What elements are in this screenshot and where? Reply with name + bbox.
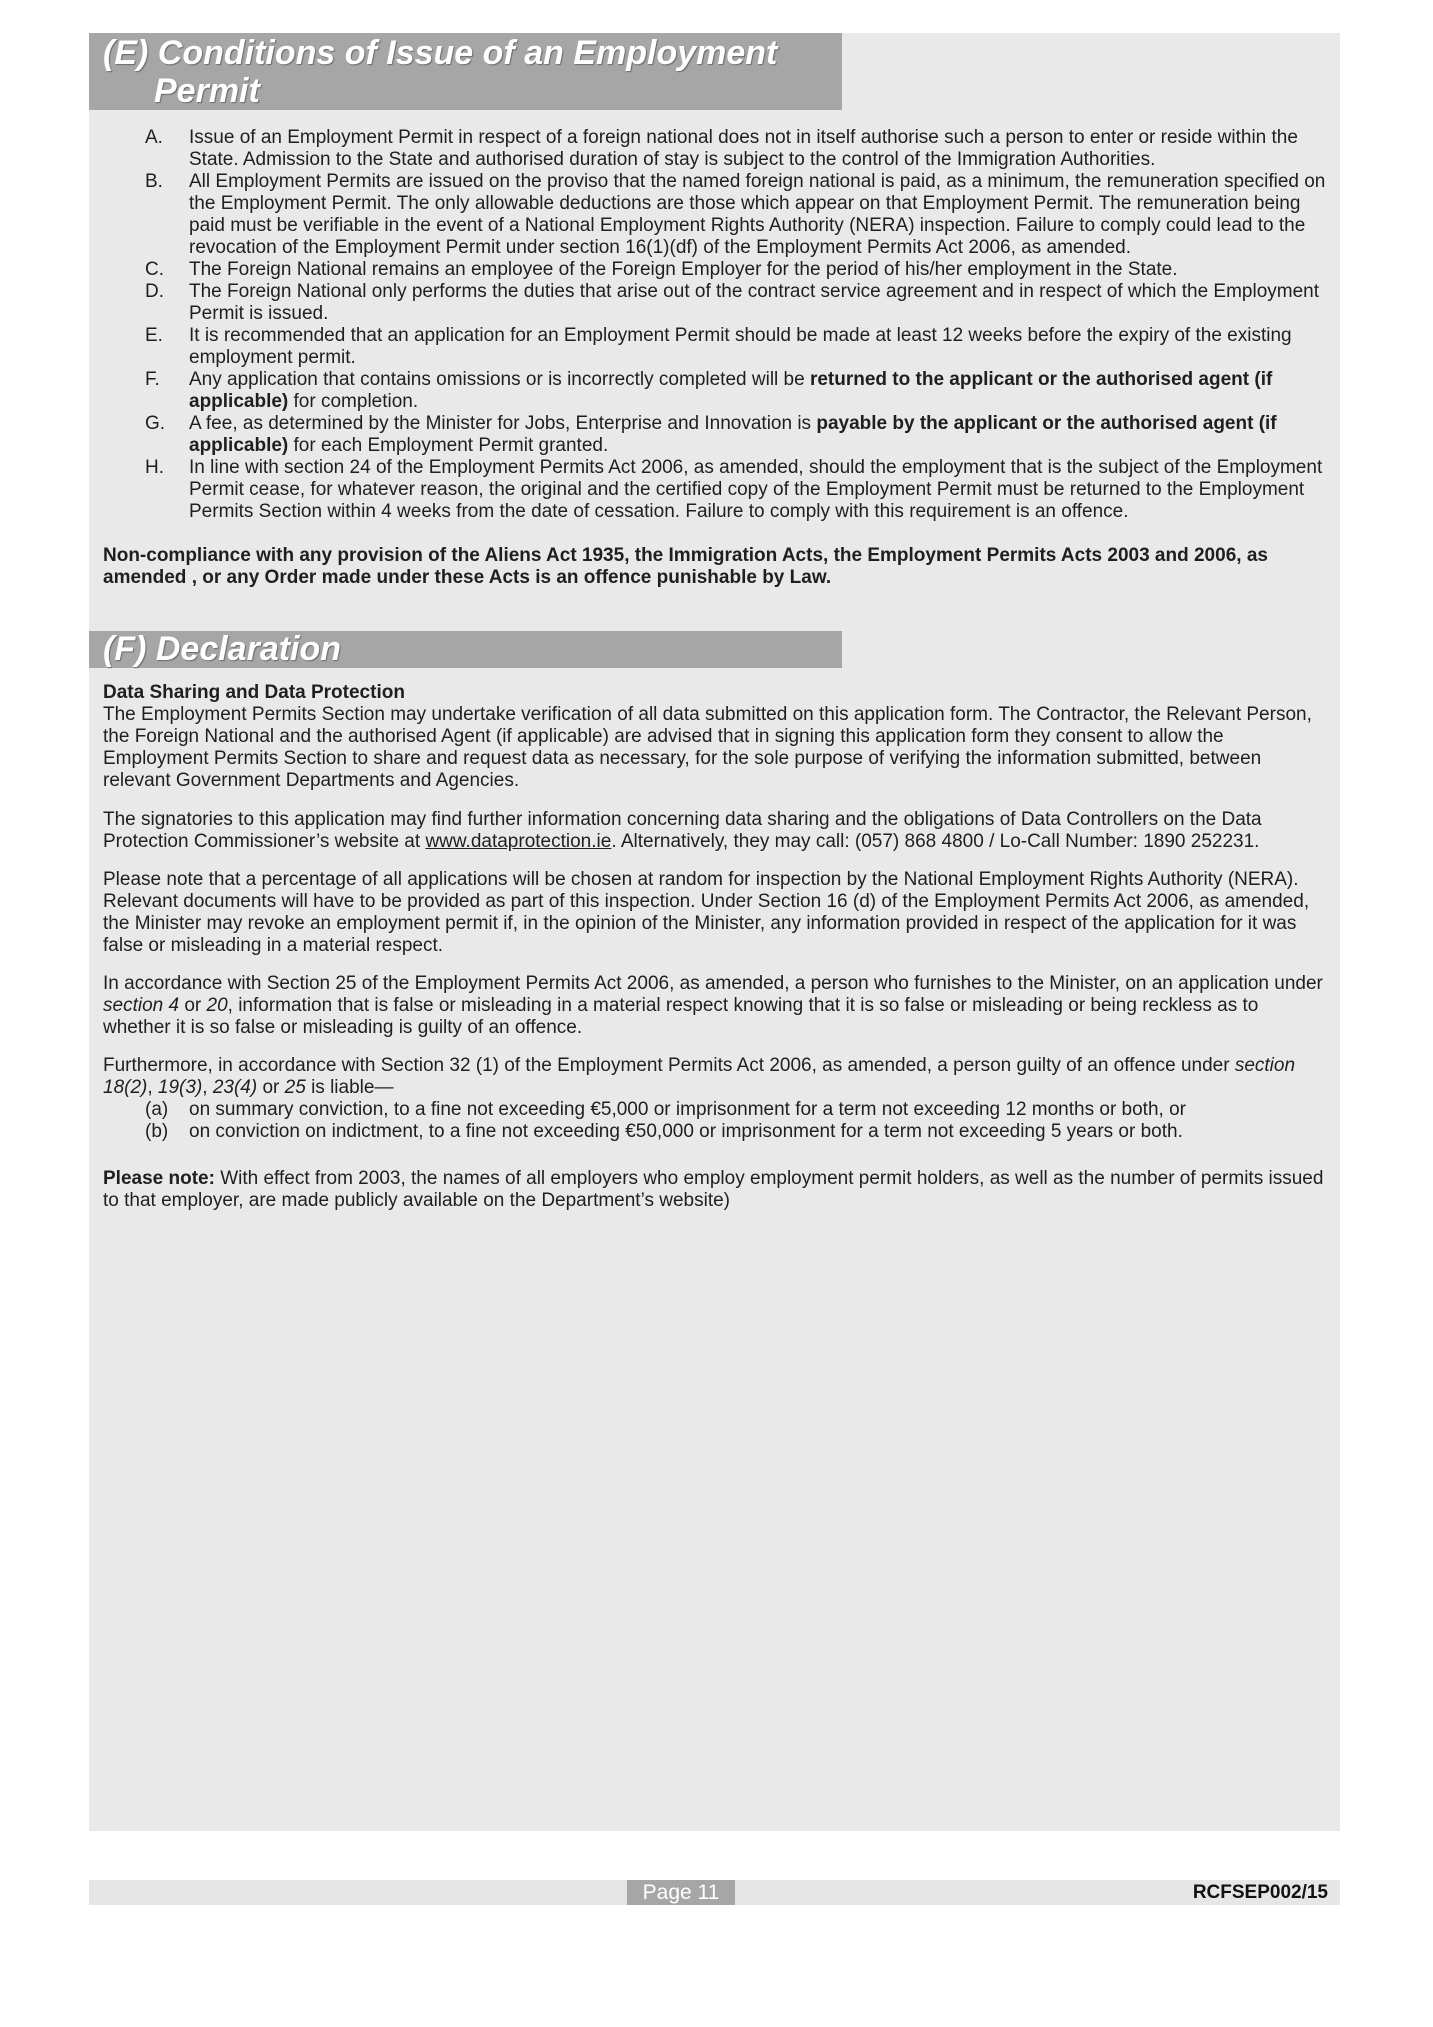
condition-text: The Foreign National remains an employee of the Foreign Employer for the period of his/her employment in the State. [189, 259, 1178, 280]
condition-text: In line with section 24 of the Employment Permits Act 2006, as amended, should the employment that is the subject of the Employment Permit cease, for whatever reason, the original and the certified copy of the Employment Permit must be returned to the Employment Permits Section within 4 weeks from the date of cessation. Failure to comply with this requirement is an offence. [189, 457, 1323, 522]
section-reference: 23(4) [212, 1077, 258, 1098]
paragraph-text: , information that is false or misleading in a material respect knowing that it is so false or misleading or being reckless as to whether it is so false or misleading is guilty of an offence. [103, 995, 1259, 1038]
condition-item-a [89, 127, 1331, 171]
paragraph-text: . Alternatively, they may call: (057) 868 4800 / Lo-Call Number: 1890 252231. [611, 831, 1260, 852]
condition-text-bold: payable by the applicant or the authorised agent (if applicable) [189, 413, 1277, 456]
condition-item-g [89, 413, 1331, 457]
condition-text: Issue of an Employment Permit in respect of a foreign national does not in itself authorise such a person to enter or reside within the State. Admission to the State and authorised duration of stay is subject to the control of the Immigration Authorities. [189, 127, 1298, 170]
section-25-paragraph [103, 973, 1331, 1039]
condition-item-f [89, 369, 1331, 413]
non-compliance-notice: Non-compliance with any provision of the Aliens Act 1935, the Immigration Acts, the Employment Permits Acts 2003 and 2006, as amended , or any Order made under these Acts is an offence punishable by Law. [103, 545, 1268, 588]
penalty-text: on conviction on indictment, to a fine not exceeding €50,000 or imprisonment for a term not exceeding 5 years or both. [189, 1121, 1183, 1142]
condition-text-part: A fee, as determined by the Minister for Jobs, Enterprise and Innovation is [189, 413, 817, 434]
section-reference: 25 [284, 1077, 306, 1098]
penalty-item-b [89, 1121, 1331, 1143]
section-reference: section 18(2) [103, 1055, 1296, 1098]
condition-text-part: for completion. [288, 391, 419, 412]
condition-text: All Employment Permits are issued on the proviso that the named foreign national is paid, as a minimum, the remuneration specified on the Employment Permit. The only allowable deductions are those which appear on that Employment Permit. The remuneration being paid must be verifiable in the event of a National Employment Rights Authority (NERA) inspection. Failure to comply could lead to the revocation of the Employment Permit under section 16(1)(df) of the Employment Permits Act 2006, as amended. [189, 171, 1326, 258]
section-e-title: (E) Conditions of Issue of an Employment Permit [103, 34, 778, 110]
form-page-panel [89, 33, 1340, 1831]
condition-label: F. [145, 369, 160, 390]
condition-label: D. [145, 281, 164, 302]
page-footer [89, 1880, 1340, 1905]
penalty-text: on summary conviction, to a fine not exceeding €5,000 or imprisonment for a term not exceeding 12 months or both, or [189, 1099, 1186, 1120]
penalties-list [89, 1099, 1331, 1143]
page-number: Page 11 [627, 1880, 735, 1905]
condition-text-part: for each Employment Permit granted. [288, 435, 609, 456]
conditions-list [89, 127, 1331, 523]
condition-item-e [89, 325, 1331, 369]
condition-label: B. [145, 171, 163, 192]
data-sharing-paragraph: The Employment Permits Section may undertake verification of all data submitted on this application form. The Contractor, the Relevant Person, the Foreign National and the authorised Agent (if applicable) are advised that in signing this application form they consent to allow the Employment Permits Section to share and request data as necessary, for the sole purpose of verifying the information submitted, between relevant Government Departments and Agencies. [103, 704, 1312, 791]
section-e-header [89, 33, 842, 110]
condition-label: A. [145, 127, 163, 148]
condition-text: The Foreign National only performs the duties that arise out of the contract service agreement and in respect of which the Employment Permit is issued. [189, 281, 1320, 324]
data-protection-heading: Data Sharing and Data Protection [103, 682, 405, 703]
paragraph-text: or [179, 995, 207, 1016]
section-f-header [89, 631, 842, 668]
condition-text-part: Any application that contains omissions or is incorrectly completed will be [189, 369, 810, 390]
condition-item-b [89, 171, 1331, 259]
paragraph-text: , [147, 1077, 158, 1098]
condition-item-h [89, 457, 1331, 523]
penalty-label: (a) [145, 1099, 169, 1120]
condition-label: H. [145, 457, 164, 478]
paragraph-text: is liable— [305, 1077, 394, 1098]
condition-label: G. [145, 413, 166, 434]
data-controllers-paragraph [103, 809, 1331, 853]
paragraph-text: Furthermore, in accordance with Section 32 (1) of the Employment Permits Act 2006, as amended, a person guilty of an offence under [103, 1055, 1235, 1076]
please-note-label: Please note: [103, 1168, 215, 1189]
condition-label: E. [145, 325, 163, 346]
condition-item-d [89, 281, 1331, 325]
condition-label: C. [145, 259, 164, 280]
form-code: RCFSEP002/15 [1192, 1882, 1328, 1903]
paragraph-text: or [257, 1077, 285, 1098]
section-reference: 19(3) [157, 1077, 203, 1098]
condition-text: It is recommended that an application for an Employment Permit should be made at least 12 weeks before the expiry of the existing employment permit. [189, 325, 1292, 368]
paragraph-text: The signatories to this application may find further information concerning data sharing and the obligations of Data Controllers on the Data Protection Commissioner’s website at [103, 809, 1262, 852]
dataprotection-link[interactable]: www.dataprotection.ie [425, 831, 612, 852]
paragraph-text: In accordance with Section 25 of the Employment Permits Act 2006, as amended, a person who furnishes to the Minister, on an application under [103, 973, 1323, 994]
section-f-title: (F) Declaration [103, 630, 342, 668]
condition-item-c [89, 259, 1331, 281]
please-note-text: With effect from 2003, the names of all employers who employ employment permit holders, as well as the number of permits issued to that employer, are made publicly available on the Department’s website) [103, 1168, 1324, 1211]
condition-text [189, 413, 1331, 457]
nera-inspection-paragraph: Please note that a percentage of all applications will be chosen at random for inspection by the National Employment Rights Authority (NERA). Relevant documents will have to be provided as part of this inspection. Under Section 16 (d) of the Employment Permits Act 2006, as amended, the Minister may revoke an employment permit if, in the opinion of the Minister, any information provided in respect of the application for it was false or misleading in a material respect. [103, 869, 1310, 956]
condition-text-bold: returned to the applicant or the authorised agent (if applicable) [189, 369, 1273, 412]
section-32-paragraph [103, 1055, 1331, 1099]
condition-text [189, 369, 1331, 413]
section-reference: section 4 [103, 995, 180, 1016]
please-note-paragraph [103, 1168, 1331, 1212]
paragraph-text: , [202, 1077, 213, 1098]
section-reference: 20 [206, 995, 228, 1016]
penalty-item-a [89, 1099, 1331, 1121]
penalty-label: (b) [145, 1121, 169, 1142]
